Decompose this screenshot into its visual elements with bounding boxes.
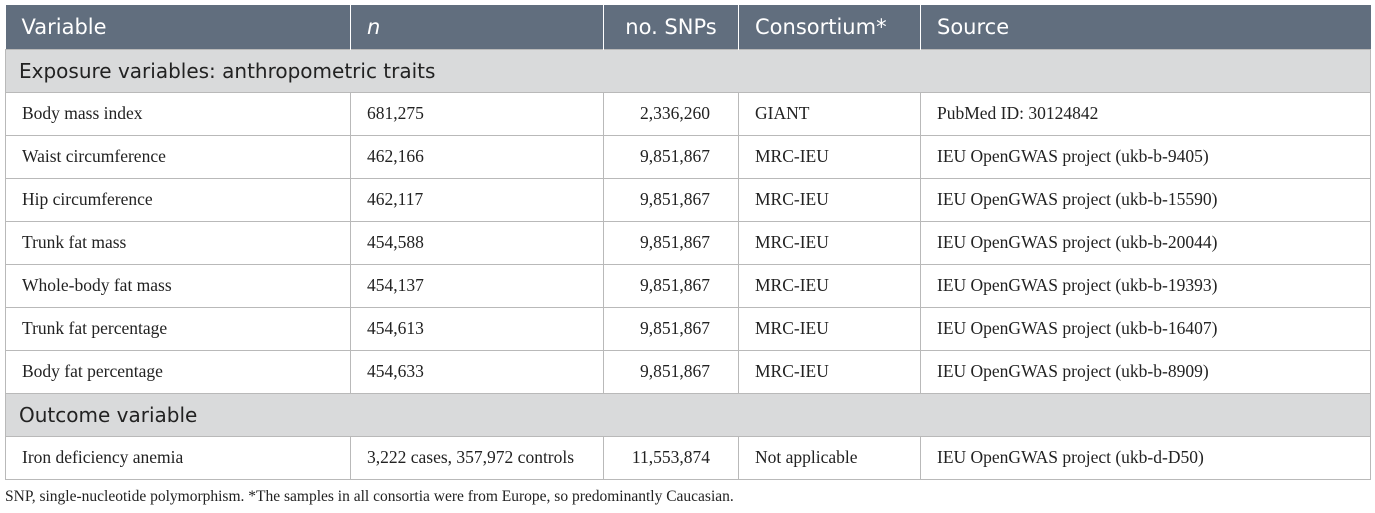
cell-n: 3,222 cases, 357,972 controls	[351, 436, 604, 479]
section-row	[6, 49, 1371, 92]
cell-source: IEU OpenGWAS project (ukb-b-8909)	[921, 350, 1371, 393]
cell-consortium: MRC-IEU	[739, 350, 921, 393]
cell-consortium: MRC-IEU	[739, 307, 921, 350]
cell-no-snps: 11,553,874	[604, 436, 739, 479]
cell-no-snps: 9,851,867	[604, 307, 739, 350]
cell-n: 681,275	[351, 92, 604, 135]
table-row	[6, 221, 1371, 264]
header-n: n	[351, 5, 604, 49]
cell-no-snps: 9,851,867	[604, 178, 739, 221]
table-row	[6, 264, 1371, 307]
cell-variable: Body fat percentage	[6, 350, 351, 393]
section-title: Outcome variable	[6, 393, 1371, 436]
cell-no-snps: 9,851,867	[604, 221, 739, 264]
cell-source: IEU OpenGWAS project (ukb-d-D50)	[921, 436, 1371, 479]
table-row	[6, 436, 1371, 479]
cell-consortium: MRC-IEU	[739, 221, 921, 264]
data-table	[5, 5, 1371, 480]
table-row	[6, 350, 1371, 393]
cell-source: IEU OpenGWAS project (ukb-b-15590)	[921, 178, 1371, 221]
header-row	[6, 5, 1371, 49]
header-variable: Variable	[6, 5, 351, 49]
cell-variable: Trunk fat mass	[6, 221, 351, 264]
cell-no-snps: 9,851,867	[604, 135, 739, 178]
cell-consortium: Not applicable	[739, 436, 921, 479]
cell-source: IEU OpenGWAS project (ukb-b-9405)	[921, 135, 1371, 178]
cell-n: 454,137	[351, 264, 604, 307]
header-no-snps: no. SNPs	[604, 5, 739, 49]
cell-variable: Waist circumference	[6, 135, 351, 178]
cell-source: IEU OpenGWAS project (ukb-b-19393)	[921, 264, 1371, 307]
table-row	[6, 135, 1371, 178]
cell-n: 462,117	[351, 178, 604, 221]
table-row	[6, 178, 1371, 221]
cell-consortium: GIANT	[739, 92, 921, 135]
cell-variable: Trunk fat percentage	[6, 307, 351, 350]
header-consortium: Consortium*	[739, 5, 921, 49]
cell-n: 454,588	[351, 221, 604, 264]
data-table-container	[5, 5, 1370, 480]
cell-variable: Iron deficiency anemia	[6, 436, 351, 479]
cell-n: 454,613	[351, 307, 604, 350]
cell-consortium: MRC-IEU	[739, 264, 921, 307]
cell-consortium: MRC-IEU	[739, 178, 921, 221]
cell-variable: Body mass index	[6, 92, 351, 135]
table-row	[6, 307, 1371, 350]
cell-no-snps: 9,851,867	[604, 350, 739, 393]
section-row	[6, 393, 1371, 436]
cell-consortium: MRC-IEU	[739, 135, 921, 178]
header-source: Source	[921, 5, 1371, 49]
cell-variable: Hip circumference	[6, 178, 351, 221]
cell-n: 454,633	[351, 350, 604, 393]
cell-source: IEU OpenGWAS project (ukb-b-20044)	[921, 221, 1371, 264]
cell-source: PubMed ID: 30124842	[921, 92, 1371, 135]
cell-n: 462,166	[351, 135, 604, 178]
table-row	[6, 92, 1371, 135]
section-title: Exposure variables: anthropometric traits	[6, 49, 1371, 92]
table-body	[6, 49, 1371, 479]
cell-variable: Whole-body fat mass	[6, 264, 351, 307]
cell-no-snps: 9,851,867	[604, 264, 739, 307]
cell-source: IEU OpenGWAS project (ukb-b-16407)	[921, 307, 1371, 350]
table-footnote: SNP, single-nucleotide polymorphism. *The samples in all consortia were from Europe, so predominantly Caucasian.	[5, 488, 734, 505]
cell-no-snps: 2,336,260	[604, 92, 739, 135]
